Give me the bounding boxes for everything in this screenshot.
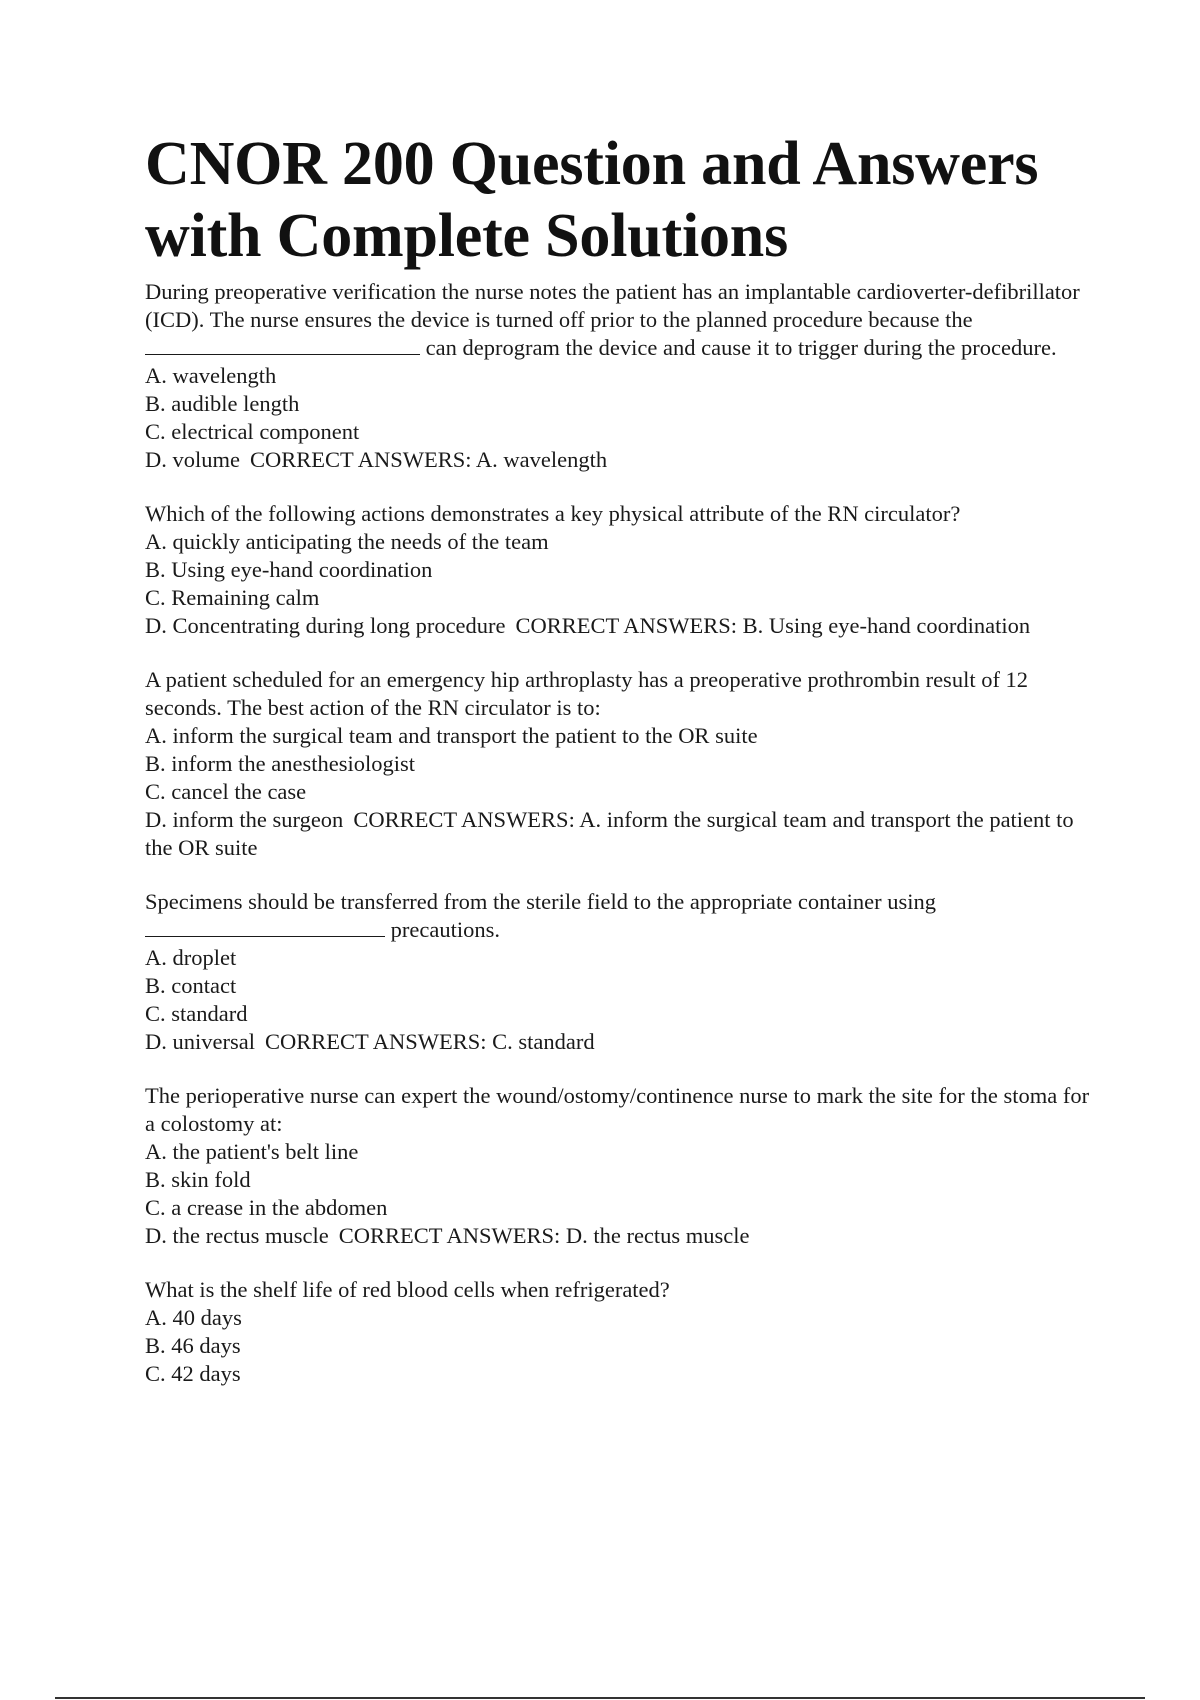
correct-answer-value: A. inform the surgical team and transport the patient to the OR suite: [145, 807, 1074, 860]
option-b: B. contact: [145, 973, 237, 998]
option-a: A. quickly anticipating the needs of the team: [145, 529, 549, 554]
correct-answer-value: B. Using eye-hand coordination: [742, 613, 1031, 638]
option-b: B. audible length: [145, 391, 300, 416]
option-b: B. 46 days: [145, 1333, 241, 1358]
page-title: [145, 128, 1090, 272]
option-d: D. inform the surgeon: [145, 807, 344, 832]
option-d-with-answer: [145, 446, 1090, 474]
option-a: A. inform the surgical team and transport the patient to the OR suite: [145, 723, 758, 748]
answer-blank: [145, 916, 385, 937]
question-4: [145, 888, 1090, 1056]
option-c: C. standard: [145, 1001, 248, 1026]
correct-answer-value: A. wavelength: [475, 447, 608, 472]
option-d: D. the rectus muscle: [145, 1223, 329, 1248]
correct-answer-label: CORRECT ANSWERS:: [264, 1029, 487, 1054]
question-5: [145, 1082, 1090, 1250]
title-line-2: with Complete Solutions: [145, 202, 789, 270]
question-2: [145, 500, 1090, 640]
option-b: B. Using eye-hand coordination: [145, 557, 433, 582]
question-text: The perioperative nurse can expert the wound/ostomy/continence nurse to mark the site for the stoma for a colostomy at:: [145, 1083, 1090, 1136]
correct-answer-label: CORRECT ANSWERS:: [515, 613, 738, 638]
question-3: [145, 666, 1090, 862]
option-d: D. universal: [145, 1029, 255, 1054]
question-6: [145, 1276, 1090, 1388]
option-c: C. electrical component: [145, 419, 360, 444]
document-page: [145, 128, 1090, 1414]
title-line-1: CNOR 200 Question and Answers: [145, 130, 1039, 198]
option-c: C. a crease in the abdomen: [145, 1195, 388, 1220]
option-b: B. skin fold: [145, 1167, 251, 1192]
option-c: C. 42 days: [145, 1361, 241, 1386]
option-d-with-answer: [145, 1028, 1090, 1056]
correct-answer-value: C. standard: [492, 1029, 595, 1054]
option-a: A. droplet: [145, 945, 237, 970]
footer-divider: [55, 1697, 1145, 1699]
correct-answer-label: CORRECT ANSWERS:: [338, 1223, 561, 1248]
correct-answer-value: D. the rectus muscle: [565, 1223, 750, 1248]
answer-blank: [145, 334, 420, 355]
option-a: A. wavelength: [145, 363, 277, 388]
option-d: D. Concentrating during long procedure: [145, 613, 506, 638]
question-text: Specimens should be transferred from the sterile field to the appropriate container using precautions.: [145, 889, 936, 942]
option-d-with-answer: [145, 806, 1090, 862]
option-a: A. 40 days: [145, 1305, 242, 1330]
option-d-with-answer: [145, 1222, 1090, 1250]
option-d: D. volume: [145, 447, 240, 472]
correct-answer-label: CORRECT ANSWERS:: [353, 807, 575, 832]
option-d-with-answer: [145, 612, 1090, 640]
question-text: A patient scheduled for an emergency hip arthroplasty has a preoperative prothrombin result of 12 seconds. The best action of the RN circulator is to:: [145, 667, 1029, 720]
option-c: C. Remaining calm: [145, 585, 320, 610]
option-b: B. inform the anesthesiologist: [145, 751, 415, 776]
option-c: C. cancel the case: [145, 779, 307, 804]
question-text: Which of the following actions demonstrates a key physical attribute of the RN circulator?: [145, 501, 961, 526]
question-text: What is the shelf life of red blood cells when refrigerated?: [145, 1277, 670, 1302]
option-a: A. the patient's belt line: [145, 1139, 359, 1164]
correct-answer-label: CORRECT ANSWERS:: [250, 447, 472, 472]
question-text: During preoperative verification the nurse notes the patient has an implantable cardioverter-defibrillator (ICD). The nurse ensures the device is turned off prior to the planned procedure because the can deprogram the device and cause it to trigger during the procedure.: [145, 279, 1080, 360]
question-1: [145, 278, 1090, 474]
